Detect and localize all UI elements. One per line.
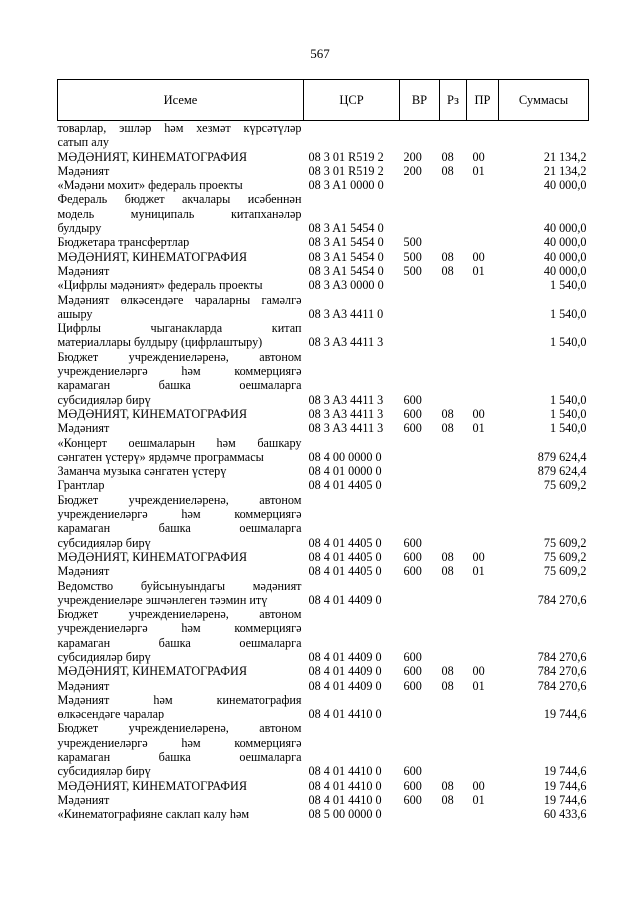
row-rz: 08 <box>441 564 454 579</box>
table-row <box>58 793 589 807</box>
row-csr: 08 3 A1 5454 0 <box>308 263 384 278</box>
row-sum: 60 433,6 <box>543 807 587 822</box>
row-name-line: Грантлар <box>57 478 105 493</box>
row-sum: 21 134,2 <box>543 149 587 164</box>
row-vr <box>400 478 440 492</box>
row-sum: 40 000,0 <box>543 235 587 250</box>
row-name <box>58 407 304 421</box>
row-csr: 08 4 01 4409 0 <box>308 649 382 664</box>
row-name-line: Мәдәният <box>57 678 110 693</box>
row-sum: 1 540,0 <box>549 421 587 436</box>
row-vr <box>400 464 440 478</box>
row-name <box>58 264 304 278</box>
row-vr: 600 <box>403 778 422 793</box>
row-csr <box>304 121 400 150</box>
row-name-line: учреждениеләргә һәм коммерциягә <box>57 364 302 379</box>
row-sum: 784 270,6 <box>537 649 587 664</box>
row-vr: 200 <box>403 149 422 164</box>
table-row <box>58 493 589 550</box>
table-row <box>58 607 589 664</box>
row-sum: 1 540,0 <box>549 278 587 293</box>
table-row <box>58 150 589 164</box>
row-name <box>58 464 304 478</box>
row-sum: 1 540,0 <box>549 392 587 407</box>
row-name-line: Мәдәният өлкәсендәге чараларны гамәлгә <box>57 292 302 307</box>
table-row <box>58 235 589 249</box>
row-sum: 19 744,6 <box>543 764 587 779</box>
table-row <box>58 550 589 564</box>
row-name-line: МӘДӘНИЯТ, КИНЕМАТОГРАФИЯ <box>57 549 247 564</box>
row-name-line: субсидияләр бирү <box>57 535 151 550</box>
row-name <box>58 550 304 564</box>
row-pr <box>467 235 499 249</box>
row-csr: 08 3 A3 4411 3 <box>308 392 384 407</box>
row-sum: 21 134,2 <box>543 163 587 178</box>
row-pr: 01 <box>472 163 485 178</box>
row-name-line: Мәдәният <box>57 564 110 579</box>
row-vr <box>400 436 440 465</box>
row-vr: 600 <box>403 564 422 579</box>
row-vr: 600 <box>403 392 422 407</box>
row-vr: 500 <box>403 249 422 264</box>
row-rz <box>440 293 467 322</box>
row-pr <box>467 579 499 608</box>
table-row <box>58 478 589 492</box>
row-name <box>58 293 304 322</box>
row-pr <box>467 350 499 407</box>
row-name <box>58 679 304 693</box>
row-name-line: сатып алу <box>57 135 109 150</box>
header-pr: ПР <box>467 80 499 121</box>
row-name-line: өлкәсендәге чаралар <box>57 707 165 722</box>
row-name-line: карамаган башка оешмаларга <box>57 750 302 765</box>
row-sum: 40 000,0 <box>543 263 587 278</box>
row-name-line: учреждениеләргә һәм коммерциягә <box>57 507 302 522</box>
row-rz <box>440 278 467 292</box>
row-sum: 879 624,4 <box>537 464 587 479</box>
row-pr <box>467 807 499 821</box>
row-name-line: «Мәдәни мохит» федераль проекты <box>57 178 243 193</box>
row-csr: 08 3 A1 5454 0 <box>308 235 384 250</box>
table-row <box>58 421 589 435</box>
row-vr <box>400 293 440 322</box>
row-csr: 08 4 01 4405 0 <box>308 535 382 550</box>
row-name <box>58 421 304 435</box>
row-sum: 1 540,0 <box>549 306 587 321</box>
row-vr: 600 <box>403 664 422 679</box>
row-pr <box>467 478 499 492</box>
row-rz <box>440 464 467 478</box>
row-rz: 08 <box>441 249 454 264</box>
row-csr: 08 4 01 4410 0 <box>308 707 382 722</box>
row-rz: 08 <box>441 406 454 421</box>
row-name-line: «Концерт оешмаларын һәм башкару <box>57 435 302 450</box>
row-rz: 08 <box>441 778 454 793</box>
row-vr: 600 <box>403 649 422 664</box>
row-vr: 600 <box>403 792 422 807</box>
row-vr: 600 <box>403 764 422 779</box>
row-vr: 600 <box>403 678 422 693</box>
row-pr <box>467 178 499 192</box>
row-name-line: карамаган башка оешмаларга <box>57 521 302 536</box>
row-name-line: карамаган башка оешмаларга <box>57 378 302 393</box>
row-sum: 40 000,0 <box>543 178 587 193</box>
row-pr: 00 <box>472 249 485 264</box>
row-csr: 08 4 00 0000 0 <box>308 449 382 464</box>
row-name-line: Заманча музыка сәнгатен үстерү <box>57 464 227 479</box>
table-row <box>58 192 589 235</box>
table-header <box>58 80 589 121</box>
row-sum: 75 609,2 <box>543 564 587 579</box>
table-row <box>58 564 589 578</box>
row-name-line: карамаган башка оешмаларга <box>57 635 302 650</box>
row-vr: 600 <box>403 535 422 550</box>
row-name-line: «Кинематографияне саклап калу һәм <box>57 807 250 822</box>
row-sum: 784 270,6 <box>537 592 587 607</box>
row-name-line: МӘДӘНИЯТ, КИНЕМАТОГРАФИЯ <box>57 249 247 264</box>
row-sum: 40 000,0 <box>543 249 587 264</box>
row-csr: 08 3 01 R519 2 <box>308 163 384 178</box>
row-name-line: модель муниципаль китапханәләр <box>57 206 302 221</box>
header-name: Исеме <box>58 80 304 121</box>
row-name-line: субсидияләр бирү <box>57 764 151 779</box>
table-row <box>58 278 589 292</box>
row-name-line: материаллары булдыру (цифрлаштыру) <box>57 335 263 350</box>
row-sum: 879 624,4 <box>537 449 587 464</box>
table-row <box>58 293 589 322</box>
row-name <box>58 121 304 150</box>
row-pr <box>467 321 499 350</box>
row-name-line: булдыру <box>57 221 102 236</box>
row-rz <box>440 436 467 465</box>
table-row <box>58 178 589 192</box>
row-rz <box>440 579 467 608</box>
row-name-line: Мәдәният һәм кинематография <box>57 692 302 707</box>
row-vr <box>400 693 440 722</box>
header-rz: Рз <box>440 80 467 121</box>
row-name-line: Мәдәният <box>57 163 110 178</box>
row-sum: 1 540,0 <box>549 335 587 350</box>
header-csr: ЦСР <box>304 80 400 121</box>
row-csr: 08 4 01 4409 0 <box>308 678 382 693</box>
row-rz: 08 <box>441 421 454 436</box>
row-rz: 08 <box>441 163 454 178</box>
row-csr: 08 4 01 4405 0 <box>308 549 382 564</box>
row-pr <box>467 607 499 664</box>
row-rz <box>440 607 467 664</box>
row-vr: 600 <box>403 406 422 421</box>
row-sum: 19 744,6 <box>543 792 587 807</box>
row-name <box>58 807 304 821</box>
row-name <box>58 250 304 264</box>
table-row <box>58 321 589 350</box>
row-name-line: Мәдәният <box>57 792 110 807</box>
row-sum: 40 000,0 <box>543 221 587 236</box>
row-rz <box>440 693 467 722</box>
table-row <box>58 350 589 407</box>
row-name-line: Ведомство буйсынуындагы мәдәният <box>57 578 302 593</box>
row-name-line: «Цифрлы мәдәният» федераль проекты <box>57 278 263 293</box>
row-rz <box>440 807 467 821</box>
row-csr: 08 5 00 0000 0 <box>308 807 382 822</box>
row-sum: 784 270,6 <box>537 664 587 679</box>
row-sum: 75 609,2 <box>543 549 587 564</box>
row-csr: 08 4 01 4410 0 <box>308 792 382 807</box>
row-pr: 01 <box>472 263 485 278</box>
row-name-line: Бюджет учреждениеләренә, автоном <box>57 349 302 364</box>
table-row <box>58 264 589 278</box>
row-pr <box>467 121 499 150</box>
row-csr: 08 4 01 4405 0 <box>308 564 382 579</box>
row-name-line: учреждениеләре эшчәнлеген тәэмин итү <box>57 592 268 607</box>
row-pr <box>467 192 499 235</box>
row-name <box>58 278 304 292</box>
row-vr <box>400 321 440 350</box>
table-row <box>58 250 589 264</box>
row-pr <box>467 436 499 465</box>
row-name-line: Бюджетара трансфертлар <box>57 235 190 250</box>
row-pr <box>467 493 499 550</box>
row-pr: 00 <box>472 406 485 421</box>
row-name-line: Бюджет учреждениеләренә, автоном <box>57 607 302 622</box>
row-rz <box>440 178 467 192</box>
row-rz <box>440 350 467 407</box>
row-name-line: учреждениеләргә һәм коммерциягә <box>57 735 302 750</box>
row-vr: 500 <box>403 235 422 250</box>
row-vr <box>400 278 440 292</box>
row-name-line: субсидияләр бирү <box>57 649 151 664</box>
table-row <box>58 721 589 778</box>
row-rz <box>440 721 467 778</box>
table-row <box>58 779 589 793</box>
table-body <box>58 121 589 822</box>
row-vr: 200 <box>403 163 422 178</box>
row-pr: 00 <box>472 778 485 793</box>
row-name <box>58 321 304 350</box>
row-csr: 08 3 A3 4411 3 <box>308 335 384 350</box>
row-name-line: МӘДӘНИЯТ, КИНЕМАТОГРАФИЯ <box>57 149 247 164</box>
row-name <box>58 693 304 722</box>
row-name <box>58 607 304 664</box>
table-row <box>58 679 589 693</box>
row-name <box>58 150 304 164</box>
row-name <box>58 164 304 178</box>
row-name <box>58 721 304 778</box>
table-row <box>58 664 589 678</box>
row-name <box>58 779 304 793</box>
row-vr: 500 <box>403 263 422 278</box>
header-sum: Суммасы <box>499 80 589 121</box>
row-rz <box>440 192 467 235</box>
table-row <box>58 121 589 150</box>
row-name-line: товарлар, эшләр һәм хезмәт күрсәтүләр <box>57 121 302 135</box>
row-csr: 08 4 01 0000 0 <box>308 464 382 479</box>
row-name-line: Мәдәният <box>57 421 110 436</box>
row-pr: 01 <box>472 792 485 807</box>
row-pr: 01 <box>472 678 485 693</box>
row-vr <box>400 579 440 608</box>
row-name <box>58 192 304 235</box>
row-name-line: МӘДӘНИЯТ, КИНЕМАТОГРАФИЯ <box>57 778 247 793</box>
row-pr <box>467 721 499 778</box>
table-row <box>58 807 589 821</box>
row-name-line: МӘДӘНИЯТ, КИНЕМАТОГРАФИЯ <box>57 406 247 421</box>
row-csr: 08 4 01 4410 0 <box>308 764 382 779</box>
row-pr: 00 <box>472 549 485 564</box>
row-rz: 08 <box>441 149 454 164</box>
row-rz <box>440 321 467 350</box>
row-sum: 1 540,0 <box>549 406 587 421</box>
table-row <box>58 164 589 178</box>
row-name-line: сәнгатен үстерү» ярдәмче программасы <box>57 449 264 464</box>
row-sum: 784 270,6 <box>537 678 587 693</box>
row-name <box>58 350 304 407</box>
row-sum: 19 744,6 <box>543 778 587 793</box>
table-row <box>58 407 589 421</box>
row-name <box>58 564 304 578</box>
budget-table <box>57 79 589 822</box>
row-pr <box>467 278 499 292</box>
row-name <box>58 793 304 807</box>
table-row <box>58 693 589 722</box>
header-vr: ВР <box>400 80 440 121</box>
row-csr: 08 3 A1 0000 0 <box>308 178 384 193</box>
row-name-line: МӘДӘНИЯТ, КИНЕМАТОГРАФИЯ <box>57 664 247 679</box>
row-pr <box>467 464 499 478</box>
row-csr: 08 3 A3 4411 0 <box>308 306 384 321</box>
row-pr: 00 <box>472 664 485 679</box>
row-rz <box>440 493 467 550</box>
row-name-line: субсидияләр бирү <box>57 392 151 407</box>
row-name <box>58 478 304 492</box>
row-pr <box>467 293 499 322</box>
row-csr: 08 3 01 R519 2 <box>308 149 384 164</box>
row-pr <box>467 693 499 722</box>
row-name <box>58 493 304 550</box>
row-csr: 08 4 01 4409 0 <box>308 592 382 607</box>
row-rz: 08 <box>441 678 454 693</box>
row-sum: 19 744,6 <box>543 707 587 722</box>
table-row <box>58 579 589 608</box>
row-name-line: учреждениеләргә һәм коммерциягә <box>57 621 302 636</box>
row-csr: 08 3 A3 4411 3 <box>308 406 384 421</box>
row-csr: 08 3 A1 5454 0 <box>308 249 384 264</box>
row-name <box>58 579 304 608</box>
row-name <box>58 436 304 465</box>
row-rz: 08 <box>441 549 454 564</box>
row-name-line: Мәдәният <box>57 263 110 278</box>
row-rz <box>440 235 467 249</box>
row-vr <box>400 192 440 235</box>
row-vr: 600 <box>403 421 422 436</box>
row-csr: 08 3 A3 0000 0 <box>308 278 384 293</box>
row-pr: 01 <box>472 421 485 436</box>
row-name <box>58 664 304 678</box>
row-name <box>58 235 304 249</box>
row-rz: 08 <box>441 664 454 679</box>
row-csr: 08 3 A1 5454 0 <box>308 221 384 236</box>
row-pr: 00 <box>472 149 485 164</box>
row-rz: 08 <box>441 792 454 807</box>
row-csr: 08 3 A3 4411 3 <box>308 421 384 436</box>
row-csr: 08 4 01 4410 0 <box>308 778 382 793</box>
row-pr: 01 <box>472 564 485 579</box>
row-rz <box>440 121 467 150</box>
row-sum <box>499 121 589 150</box>
row-csr: 08 4 01 4409 0 <box>308 664 382 679</box>
row-vr <box>400 807 440 821</box>
row-vr <box>400 121 440 150</box>
row-vr: 600 <box>403 549 422 564</box>
row-rz: 08 <box>441 263 454 278</box>
row-name-line: Цифрлы чыганакларда китап <box>57 321 302 336</box>
row-name <box>58 178 304 192</box>
row-csr: 08 4 01 4405 0 <box>308 478 382 493</box>
table-row <box>58 436 589 465</box>
table-row <box>58 464 589 478</box>
row-name-line: ашыру <box>57 306 93 321</box>
row-vr <box>400 178 440 192</box>
row-rz <box>440 478 467 492</box>
row-name-line: Федераль бюджет акчалары исәбеннән <box>57 192 302 207</box>
page-number: 567 <box>310 46 330 61</box>
row-name-line: Бюджет учреждениеләренә, автоном <box>57 721 302 736</box>
row-sum: 75 609,2 <box>543 478 587 493</box>
row-name-line: Бюджет учреждениеләренә, автоном <box>57 492 302 507</box>
row-sum: 75 609,2 <box>543 535 587 550</box>
